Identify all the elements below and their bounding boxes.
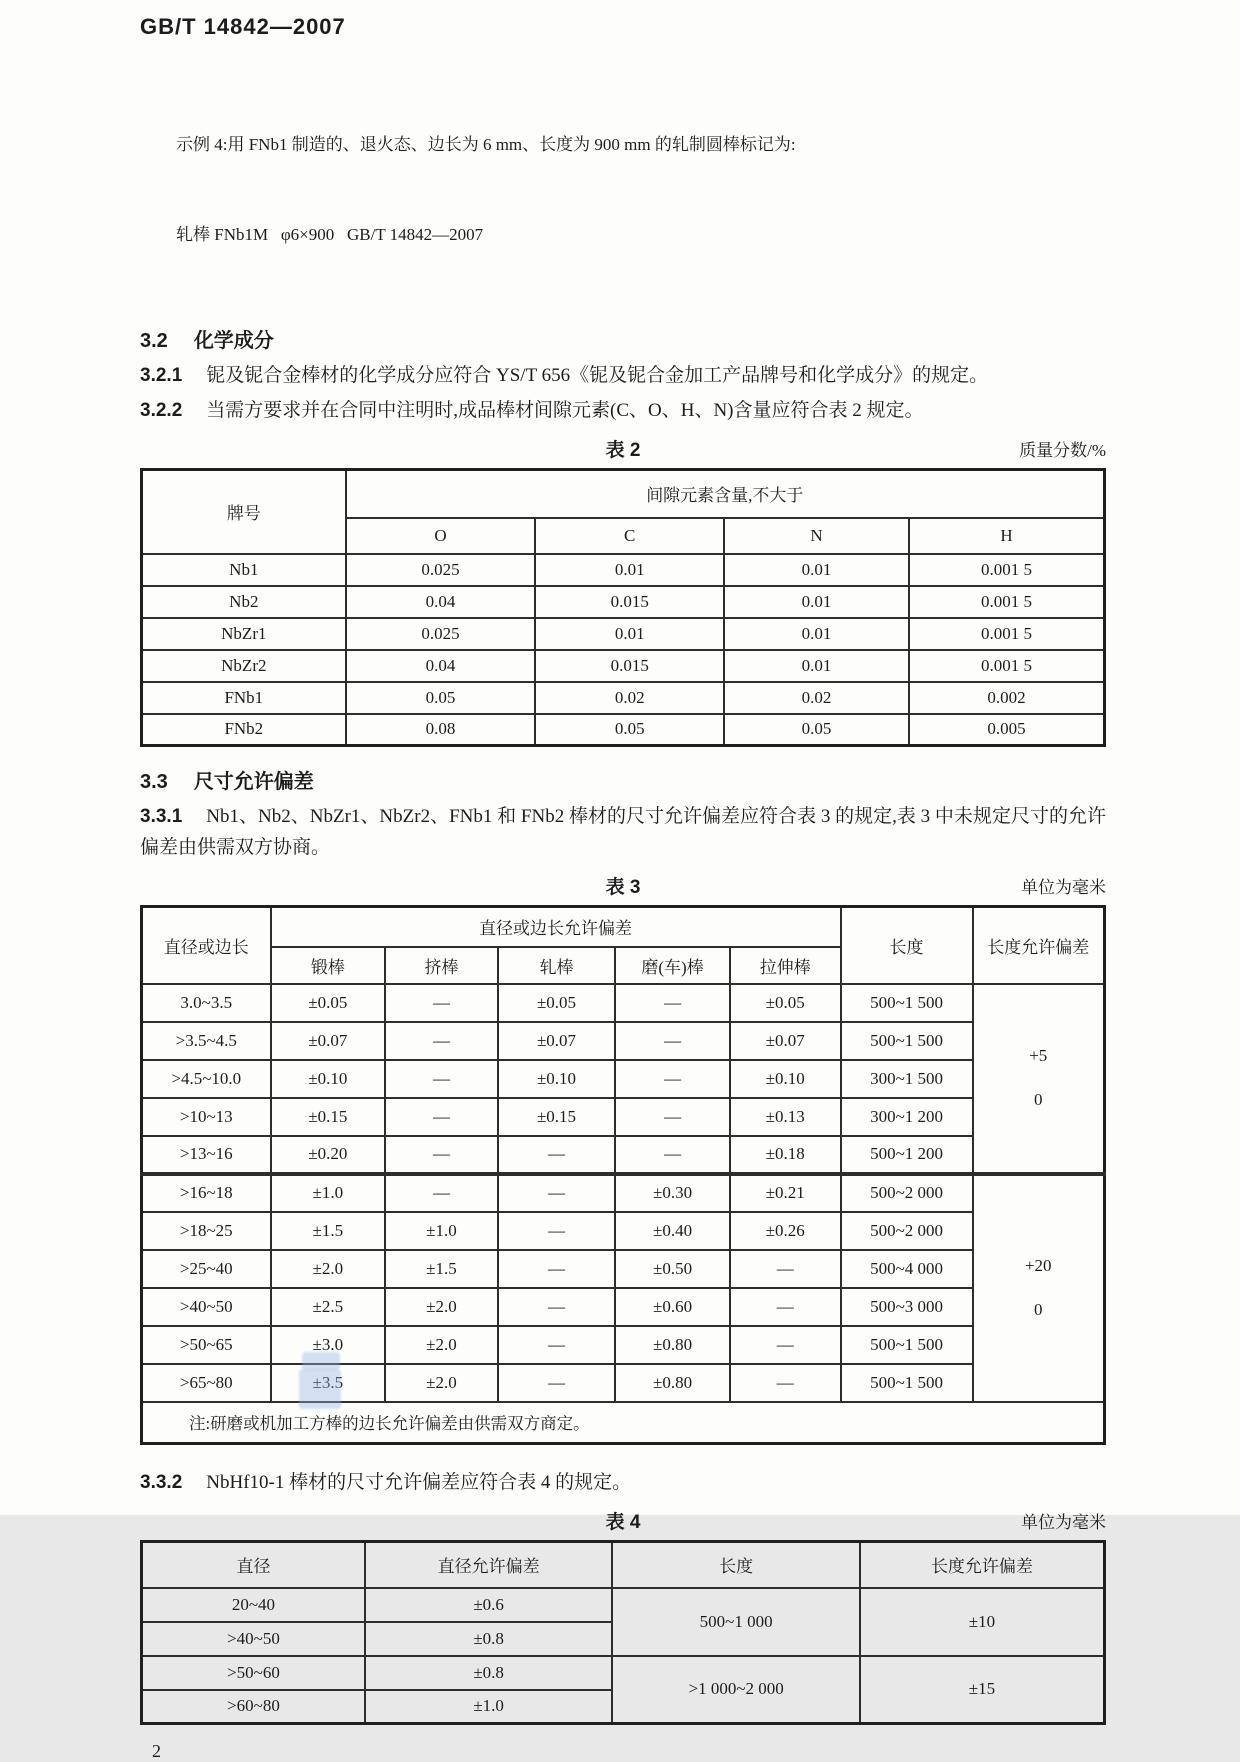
cell-drawn: —	[730, 1326, 841, 1364]
table4-header-diameter-tol: 直径允许偏差	[365, 1542, 612, 1588]
cell-extruded: ±1.5	[385, 1250, 498, 1288]
cell-ground: —	[615, 1022, 730, 1060]
cell-ground: ±0.80	[615, 1326, 730, 1364]
cell-brand: NbZr2	[142, 650, 346, 682]
cell-length: 300~1 200	[841, 1098, 973, 1136]
cell-extruded: —	[385, 1098, 498, 1136]
clause-number: 3.2.1	[140, 365, 183, 386]
table-row	[142, 650, 1105, 682]
cell-H: 0.001 5	[909, 650, 1105, 682]
cell-brand: Nb1	[142, 554, 346, 586]
cell-drawn: —	[730, 1288, 841, 1326]
table-row	[142, 1250, 1105, 1288]
cell-ground: ±0.40	[615, 1212, 730, 1250]
cell-forged: ±0.07	[271, 1022, 386, 1060]
cell-length: 500~1 500	[841, 1022, 973, 1060]
table4-caption-row	[140, 1508, 1106, 1538]
cell-H: 0.001 5	[909, 554, 1105, 586]
cell-length-group: >1 000~2 000	[612, 1656, 859, 1724]
clause-number: 3.2.2	[140, 400, 183, 421]
table3-subheader-rolled: 轧棒	[498, 947, 615, 984]
table-row	[142, 1326, 1105, 1364]
cell-C: 0.05	[535, 714, 724, 746]
cell-forged: ±2.5	[271, 1288, 386, 1326]
cell-C: 0.02	[535, 682, 724, 714]
table3-header-length: 长度	[841, 907, 973, 984]
clause-text: 当需方要求并在合同中注明时,成品棒材间隙元素(C、O、H、N)含量应符合表 2 规定。	[206, 400, 924, 421]
cell-drawn: ±0.21	[730, 1174, 841, 1212]
length-tolerance-block-1	[973, 984, 1105, 1174]
cell-N: 0.01	[724, 586, 909, 618]
table3-caption-row	[140, 873, 1106, 903]
cell-size: >10~13	[142, 1098, 271, 1136]
cell-H: 0.001 5	[909, 618, 1105, 650]
cell-size: 3.0~3.5	[142, 984, 271, 1022]
table4-caption: 表 4	[605, 1512, 641, 1533]
table2-interstitial-elements	[140, 468, 1106, 747]
table4-unit-label: 单位为毫米	[1021, 1513, 1106, 1532]
cell-N: 0.05	[724, 714, 909, 746]
cell-ground: —	[615, 1136, 730, 1174]
cell-O: 0.025	[346, 618, 536, 650]
cell-ground: —	[615, 1060, 730, 1098]
cell-size: >18~25	[142, 1212, 271, 1250]
example-block	[176, 70, 1106, 310]
section-heading-3-3	[140, 767, 1106, 797]
clause-number: 3.3.2	[140, 1472, 183, 1493]
table4-nbhf10-tolerances	[140, 1540, 1106, 1725]
clause-3-2-2	[140, 395, 1106, 426]
cell-forged: ±1.5	[271, 1212, 386, 1250]
cell-diameter: >50~60	[142, 1656, 365, 1690]
cell-forged: ±3.5	[271, 1364, 386, 1402]
cell-extruded: —	[385, 984, 498, 1022]
tolerance-lower: 0	[1034, 1300, 1043, 1319]
cell-rolled: ±0.10	[498, 1060, 615, 1098]
cell-drawn: ±0.18	[730, 1136, 841, 1174]
cell-ground: ±0.80	[615, 1364, 730, 1402]
table3-subheader-extruded: 挤棒	[385, 947, 498, 984]
table3-subheader-drawn: 拉伸棒	[730, 947, 841, 984]
cell-diameter: >40~50	[142, 1622, 365, 1656]
table2-header-brand: 牌号	[142, 470, 346, 554]
table3-size-tolerances	[140, 905, 1106, 1445]
cell-size: >40~50	[142, 1288, 271, 1326]
cell-drawn: ±0.13	[730, 1098, 841, 1136]
cell-length: 500~4 000	[841, 1250, 973, 1288]
cell-extruded: —	[385, 1060, 498, 1098]
cell-extruded: ±2.0	[385, 1364, 498, 1402]
table-row	[142, 1136, 1105, 1174]
cell-H: 0.005	[909, 714, 1105, 746]
table3-caption: 表 3	[605, 877, 641, 898]
cell-length: 500~3 000	[841, 1288, 973, 1326]
section-title: 尺寸允许偏差	[193, 771, 314, 793]
cell-forged: ±0.10	[271, 1060, 386, 1098]
table2-header-O: O	[346, 518, 536, 554]
table3-header-group: 直径或边长允许偏差	[271, 907, 841, 947]
cell-ground: —	[615, 984, 730, 1022]
cell-drawn: ±0.26	[730, 1212, 841, 1250]
table4-header-diameter: 直径	[142, 1542, 365, 1588]
cell-size: >4.5~10.0	[142, 1060, 271, 1098]
scan-smudge-artifact	[302, 1352, 340, 1370]
table2-header-C: C	[535, 518, 724, 554]
section-number: 3.2	[140, 330, 168, 352]
table-row	[142, 1212, 1105, 1250]
cell-length: 500~2 000	[841, 1212, 973, 1250]
table-row	[142, 1364, 1105, 1402]
cell-diameter-tol: ±0.8	[365, 1656, 612, 1690]
cell-forged: ±0.15	[271, 1098, 386, 1136]
cell-N: 0.02	[724, 682, 909, 714]
clause-text: 铌及铌合金棒材的化学成分应符合 YS/T 656《铌及铌合金加工产品牌号和化学成分》的规定。	[206, 365, 989, 386]
cell-C: 0.01	[535, 554, 724, 586]
cell-N: 0.01	[724, 650, 909, 682]
table-row	[142, 1098, 1105, 1136]
clause-number: 3.3.1	[140, 806, 183, 827]
table3-note-row	[142, 1402, 1105, 1444]
cell-rolled: —	[498, 1250, 615, 1288]
table3-subheader-forged: 锻棒	[271, 947, 386, 984]
cell-forged: ±3.0	[271, 1326, 386, 1364]
cell-extruded: —	[385, 1022, 498, 1060]
cell-C: 0.015	[535, 650, 724, 682]
cell-N: 0.01	[724, 554, 909, 586]
cell-ground: ±0.50	[615, 1250, 730, 1288]
section-title: 化学成分	[193, 330, 274, 352]
cell-rolled: —	[498, 1136, 615, 1174]
table3-note: 注:研磨或机加工方棒的边长允许偏差由供需双方商定。	[142, 1402, 1105, 1444]
cell-brand: NbZr1	[142, 618, 346, 650]
cell-size: >25~40	[142, 1250, 271, 1288]
cell-forged: ±1.0	[271, 1174, 386, 1212]
table-row	[142, 984, 1105, 1022]
tolerance-upper: +5	[1029, 1046, 1048, 1065]
cell-rolled: ±0.05	[498, 984, 615, 1022]
cell-length-group: 500~1 000	[612, 1588, 859, 1656]
cell-length: 500~1 500	[841, 984, 973, 1022]
cell-drawn: —	[730, 1250, 841, 1288]
table-row	[142, 1288, 1105, 1326]
cell-forged: ±2.0	[271, 1250, 386, 1288]
table3-header-size: 直径或边长	[142, 907, 271, 984]
cell-rolled: —	[498, 1364, 615, 1402]
cell-rolled: ±0.07	[498, 1022, 615, 1060]
cell-ground: ±0.30	[615, 1174, 730, 1212]
cell-C: 0.01	[535, 618, 724, 650]
clause-3-3-2	[140, 1467, 1106, 1498]
table-row	[142, 618, 1105, 650]
table2-caption: 表 2	[605, 440, 641, 461]
tolerance-upper: +20	[1024, 1256, 1052, 1275]
table-row	[142, 682, 1105, 714]
cell-size: >13~16	[142, 1136, 271, 1174]
cell-H: 0.001 5	[909, 586, 1105, 618]
cell-extruded: —	[385, 1174, 498, 1212]
cell-O: 0.025	[346, 554, 536, 586]
cell-length: 300~1 500	[841, 1060, 973, 1098]
cell-drawn: ±0.07	[730, 1022, 841, 1060]
table-row	[142, 1174, 1105, 1212]
doc-number: GB/T 14842—2007	[140, 14, 346, 39]
cell-rolled: —	[498, 1326, 615, 1364]
table3-subheader-ground: 磨(车)棒	[615, 947, 730, 984]
cell-H: 0.002	[909, 682, 1105, 714]
cell-size: >16~18	[142, 1174, 271, 1212]
cell-extruded: ±2.0	[385, 1288, 498, 1326]
table3-unit-label: 单位为毫米	[1021, 878, 1106, 897]
cell-rolled: —	[498, 1174, 615, 1212]
cell-diameter-tol: ±0.6	[365, 1588, 612, 1622]
cell-O: 0.04	[346, 586, 536, 618]
clause-3-2-1	[140, 360, 1106, 391]
tolerance-lower: 0	[1034, 1090, 1043, 1109]
cell-size: >50~65	[142, 1326, 271, 1364]
cell-O: 0.05	[346, 682, 536, 714]
cell-length-tol-group: ±10	[860, 1588, 1105, 1656]
example-line-2: 轧棒 FNb1M φ6×900 GB/T 14842—2007	[176, 225, 484, 244]
table2-caption-row	[140, 436, 1106, 466]
table2-header-N: N	[724, 518, 909, 554]
cell-length: 500~1 500	[841, 1326, 973, 1364]
section-number: 3.3	[140, 771, 168, 793]
clause-3-3-1	[140, 801, 1106, 863]
table-row	[142, 714, 1105, 746]
cell-brand: FNb1	[142, 682, 346, 714]
cell-drawn: —	[730, 1364, 841, 1402]
page-number: 2	[152, 1741, 161, 1761]
cell-N: 0.01	[724, 618, 909, 650]
cell-O: 0.08	[346, 714, 536, 746]
cell-diameter: >60~80	[142, 1690, 365, 1724]
cell-O: 0.04	[346, 650, 536, 682]
cell-diameter-tol: ±1.0	[365, 1690, 612, 1724]
cell-size: >65~80	[142, 1364, 271, 1402]
cell-extruded: ±2.0	[385, 1326, 498, 1364]
section-heading-3-2	[140, 326, 1106, 356]
cell-diameter: 20~40	[142, 1588, 365, 1622]
cell-length: 500~2 000	[841, 1174, 973, 1212]
table2-header-H: H	[909, 518, 1105, 554]
clause-text: NbHf10-1 棒材的尺寸允许偏差应符合表 4 的规定。	[206, 1472, 632, 1493]
cell-brand: FNb2	[142, 714, 346, 746]
cell-drawn: ±0.05	[730, 984, 841, 1022]
table2-unit-label: 质量分数/%	[1019, 441, 1106, 460]
cell-drawn: ±0.10	[730, 1060, 841, 1098]
cell-ground: ±0.60	[615, 1288, 730, 1326]
table3-header-length-tol: 长度允许偏差	[973, 907, 1105, 984]
table-row	[142, 1060, 1105, 1098]
table-row	[142, 1656, 1105, 1690]
cell-length: 500~1 200	[841, 1136, 973, 1174]
cell-ground: —	[615, 1098, 730, 1136]
table-row	[142, 1588, 1105, 1622]
length-tolerance-block-2	[973, 1174, 1105, 1402]
cell-extruded: —	[385, 1136, 498, 1174]
cell-diameter-tol: ±0.8	[365, 1622, 612, 1656]
cell-rolled: ±0.15	[498, 1098, 615, 1136]
cell-extruded: ±1.0	[385, 1212, 498, 1250]
cell-length: 500~1 500	[841, 1364, 973, 1402]
table4-header-length-tol: 长度允许偏差	[860, 1542, 1105, 1588]
scan-smudge-artifact	[299, 1369, 341, 1409]
table-row	[142, 586, 1105, 618]
cell-forged: ±0.05	[271, 984, 386, 1022]
cell-C: 0.015	[535, 586, 724, 618]
cell-forged: ±0.20	[271, 1136, 386, 1174]
example-line-1: 示例 4:用 FNb1 制造的、退火态、边长为 6 mm、长度为 900 mm 的轧制圆棒标记为:	[176, 135, 796, 154]
table-row	[142, 1022, 1105, 1060]
clause-text: Nb1、Nb2、NbZr1、NbZr2、FNb1 和 FNb2 棒材的尺寸允许偏差应符合表 3 的规定,表 3 中未规定尺寸的允许偏差由供需双方协商。	[140, 806, 1106, 858]
cell-size: >3.5~4.5	[142, 1022, 271, 1060]
cell-length-tol-group: ±15	[860, 1656, 1105, 1724]
table2-header-group: 间隙元素含量,不大于	[346, 470, 1105, 518]
cell-rolled: —	[498, 1212, 615, 1250]
cell-rolled: —	[498, 1288, 615, 1326]
table-row	[142, 554, 1105, 586]
cell-brand: Nb2	[142, 586, 346, 618]
table4-header-length: 长度	[612, 1542, 859, 1588]
